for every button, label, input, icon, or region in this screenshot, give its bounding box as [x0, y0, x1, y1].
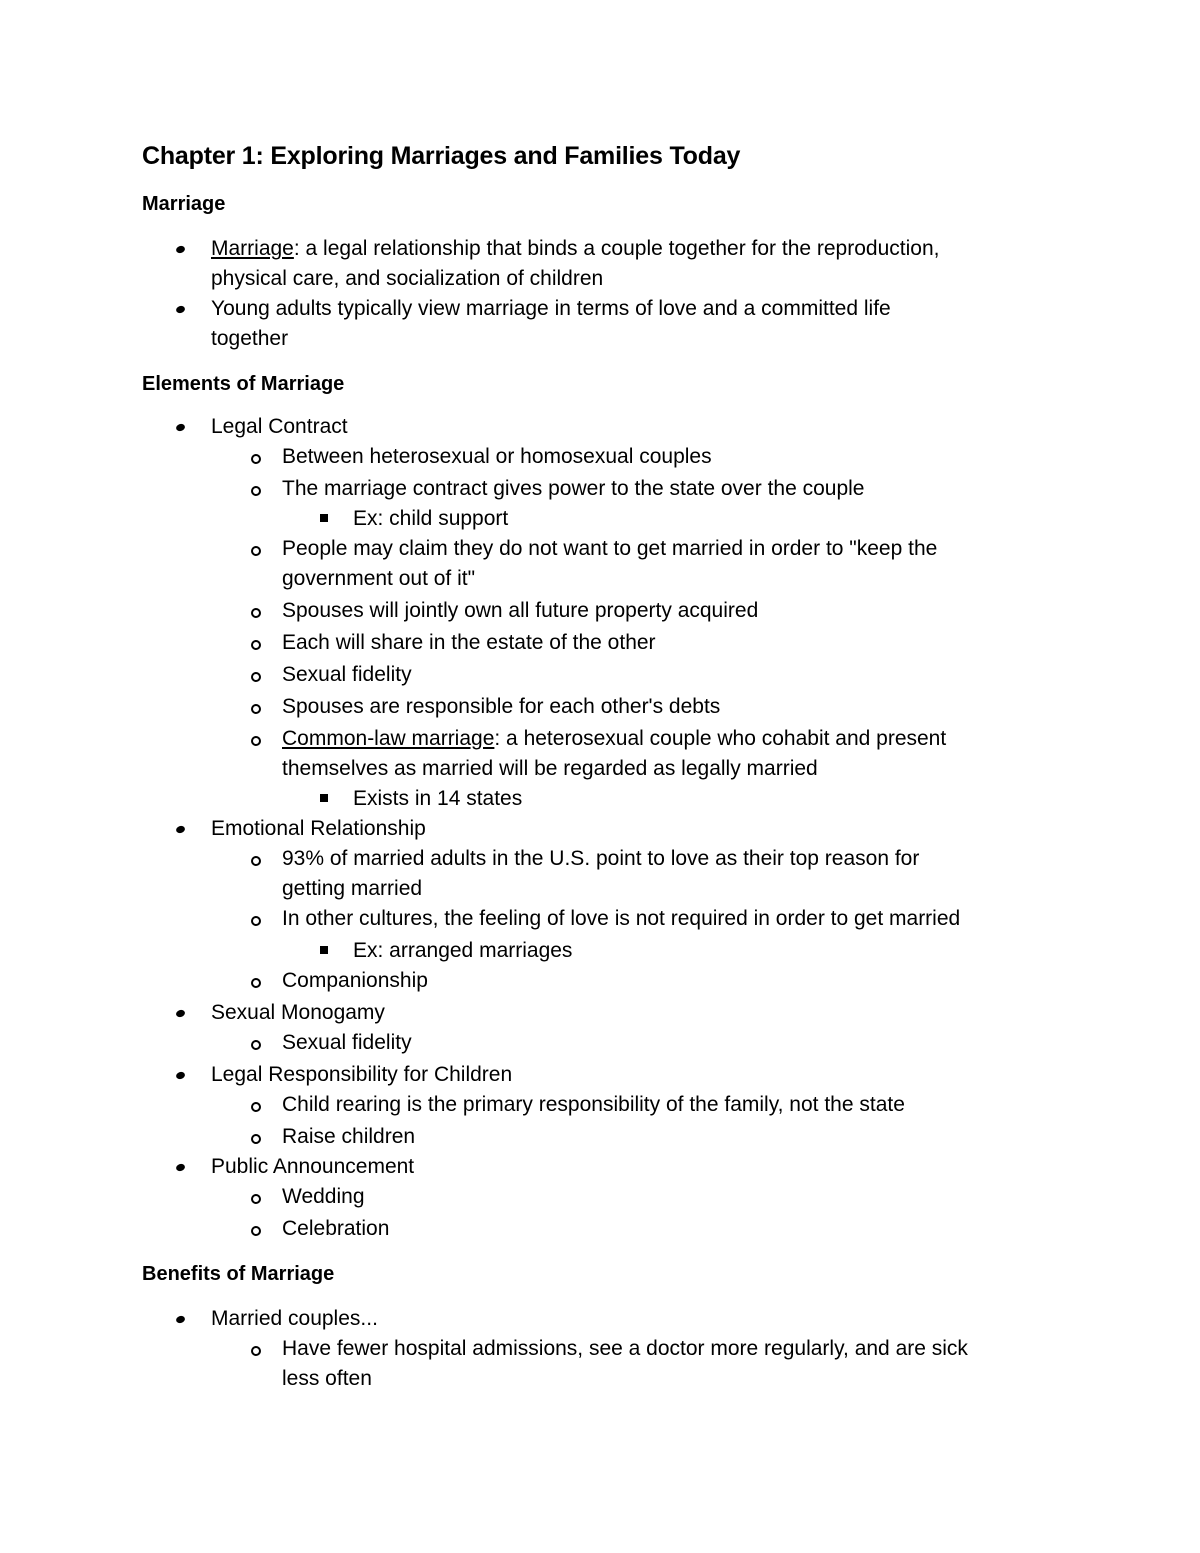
circle-bullet-icon	[251, 608, 261, 618]
document-page	[142, 138, 1062, 1394]
circle-bullet-icon	[251, 454, 261, 464]
defined-term: Common-law marriage	[282, 727, 495, 750]
list-item: Have fewer hospital admissions, see a doctor more regularly, and are sick less often	[142, 1334, 1062, 1394]
bullet-icon	[175, 1071, 186, 1081]
circle-bullet-icon	[251, 1102, 261, 1112]
bullet-icon	[175, 825, 186, 835]
list-item-sexual-monogamy: Sexual Monogamy	[142, 998, 1062, 1028]
list-item: Ex: child support	[142, 504, 1062, 534]
list-item: 93% of married adults in the U.S. point to love as their top reason for getting married	[142, 844, 1062, 904]
circle-bullet-icon	[251, 916, 261, 926]
list-item	[142, 294, 1062, 354]
circle-bullet-icon	[251, 486, 261, 496]
circle-bullet-icon	[251, 546, 261, 556]
list-item: Spouses will jointly own all future property acquired	[142, 596, 1062, 626]
list-item: Common-law marriage: a heterosexual couple who cohabit and present themselves as married will be regarded as legally married	[142, 724, 1062, 784]
definition-continuation: physical care, and socialization of children	[211, 267, 604, 290]
list-item-legal-responsibility: Legal Responsibility for Children	[142, 1060, 1062, 1090]
circle-bullet-icon	[251, 1346, 261, 1356]
circle-bullet-icon	[251, 704, 261, 714]
list-item: The marriage contract gives power to the state over the couple	[142, 474, 1062, 504]
circle-bullet-icon	[251, 640, 261, 650]
square-bullet-icon	[320, 946, 328, 954]
square-bullet-icon	[320, 514, 328, 522]
list-item: Celebration	[142, 1214, 1062, 1244]
list-item-married-couples: Married couples...	[142, 1304, 1062, 1334]
item-text: Young adults typically view marriage in terms of love and a committed life	[211, 297, 891, 320]
list-item: Companionship	[142, 966, 1062, 996]
list-item: Each will share in the estate of the other	[142, 628, 1062, 658]
defined-term: Marriage	[211, 237, 294, 260]
list-item: Between heterosexual or homosexual couples	[142, 442, 1062, 472]
bullet-icon	[175, 1009, 186, 1019]
list-item: Spouses are responsible for each other's debts	[142, 692, 1062, 722]
list-item-emotional-relationship: Emotional Relationship	[142, 814, 1062, 844]
circle-bullet-icon	[251, 856, 261, 866]
circle-bullet-icon	[251, 672, 261, 682]
list-item: People may claim they do not want to get married in order to "keep the government out of it"	[142, 534, 1062, 594]
list-item-public-announcement: Public Announcement	[142, 1152, 1062, 1182]
circle-bullet-icon	[251, 1226, 261, 1236]
section-heading-marriage: Marriage	[142, 193, 226, 215]
bullet-icon	[175, 245, 186, 255]
circle-bullet-icon	[251, 1194, 261, 1204]
list-item: Wedding	[142, 1182, 1062, 1212]
marriage-list	[142, 234, 1062, 354]
definition-text: : a legal relationship that binds a couple together for the reproduction,	[293, 237, 940, 260]
bullet-icon	[175, 1163, 186, 1173]
list-item: In other cultures, the feeling of love is not required in order to get married	[142, 904, 1062, 934]
bullet-icon	[175, 1315, 186, 1325]
circle-bullet-icon	[251, 1134, 261, 1144]
list-item: Exists in 14 states	[142, 784, 1062, 814]
circle-bullet-icon	[251, 1040, 261, 1050]
list-item: Raise children	[142, 1122, 1062, 1152]
circle-bullet-icon	[251, 736, 261, 746]
item-continuation: together	[211, 327, 289, 350]
bullet-icon	[175, 305, 186, 315]
square-bullet-icon	[320, 794, 328, 802]
section-heading-benefits: Benefits of Marriage	[142, 1263, 335, 1285]
elements-list	[142, 412, 1062, 1244]
list-item: Ex: arranged marriages	[142, 936, 1062, 966]
section-heading-elements: Elements of Marriage	[142, 373, 345, 395]
benefits-list	[142, 1304, 1062, 1394]
circle-bullet-icon	[251, 978, 261, 988]
list-item: Sexual fidelity	[142, 660, 1062, 690]
list-item: Child rearing is the primary responsibility of the family, not the state	[142, 1090, 1062, 1120]
bullet-icon	[175, 423, 186, 433]
list-item-legal-contract: Legal Contract	[142, 412, 1062, 442]
list-item	[142, 234, 1062, 294]
list-item: Sexual fidelity	[142, 1028, 1062, 1058]
chapter-title: Chapter 1: Exploring Marriages and Families Today	[142, 142, 741, 170]
